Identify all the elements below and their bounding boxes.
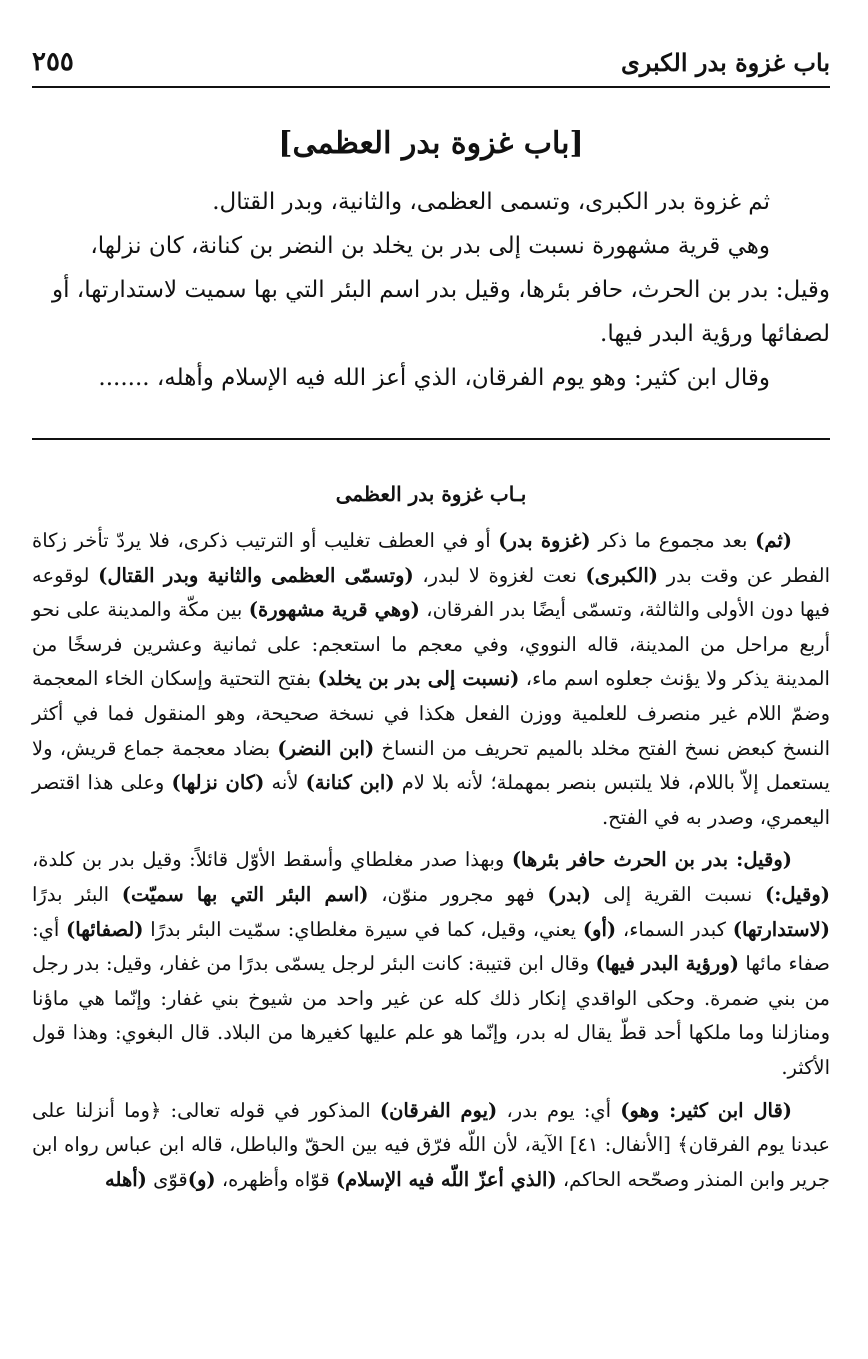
quoted-lemma: (نسبت إلى بدر بن يخلد)	[317, 667, 520, 691]
commentary	[32, 476, 830, 1205]
quoted-lemma: (لاستدارتها)	[732, 917, 830, 941]
quoted-lemma: (لصفائها)	[66, 917, 144, 941]
running-title: باب غزوة بدر الكبرى	[621, 47, 830, 77]
quoted-lemma: (ابن النضر)	[277, 736, 375, 760]
commentary-text: بفتح التحتية وإسكان الخاء المعجمة وضمّ اللام غير منصرف للعلمية ووزن الفعل هكذا في نسخة صحيحة، وهو المنقول فما في أكثر النسخ كبعض نسخ الفتح مخلد بالميم تحريف من النساخ	[32, 667, 831, 760]
footnote-separator-rule	[32, 438, 830, 440]
commentary-text: وقال ابن قتيبة: كانت البئر لرجل يسمّى بدرًا من غفار، وقيل: بدر رجل من بني ضمرة. وحكى الواقدي إنكار ذلك كله عن غير واحد من شيوخ بني غفار: وإنّما هي ماؤنا ومنازلنا وما ملكها أحد قطّ يقال له بدر، وإنّما هو علم عليها كغيرها من البلاد. قال البغوي: وهذا قول الأكثر.	[32, 952, 830, 1079]
running-header	[32, 40, 830, 84]
commentary-text: وعلى هذا اقتصر اليعمري، وصدر به في الفتح.	[32, 771, 830, 829]
main-paragraph: ثم غزوة بدر الكبرى، وتسمى العظمى، والثانية، وبدر القتال.	[212, 189, 770, 215]
quoted-lemma: (وقيل:)	[764, 882, 831, 906]
commentary-text: نسبت القرية إلى	[590, 882, 765, 906]
commentary-text: وبهذا صدر مغلطاي وأسقط الأوّل قائلاً: وقيل بدر بن كلدة،	[32, 848, 512, 872]
quoted-lemma: (وقيل: بدر بن الحرث حافر بئرها)	[511, 848, 792, 872]
commentary-text: المذكور في قوله تعالى:	[161, 1098, 380, 1122]
commentary-paragraph	[32, 843, 830, 1085]
commentary-text: كبدر السماء،	[616, 917, 733, 941]
quoted-lemma: (و)	[187, 1167, 216, 1191]
quoted-lemma: (الكبرى)	[585, 563, 659, 587]
chapter-title: [باب غزوة بدر العظمى]	[278, 126, 584, 161]
quoted-lemma: (وتسمّى العظمى والثانية وبدر القتال)	[98, 563, 414, 587]
quoted-lemma: (قال ابن كثير: وهو)	[620, 1098, 793, 1122]
commentary-text: يعني، وقيل، كما في سيرة مغلطاي: سمّيت البئر بدرًا	[143, 917, 583, 941]
quoted-lemma: (الذي أعزّ اللّه فيه الإسلام)	[335, 1167, 557, 1191]
quoted-lemma: (وهي قرية مشهورة)	[248, 598, 420, 622]
commentary-text: بضاد معجمة جماع قريش، ولا يستعمل إلاّ باللام، فلا يلتبس بنصر بمهملة؛ لأنه بلا لام	[32, 736, 830, 795]
commentary-text: أي: صفاء مائها	[32, 917, 830, 976]
quoted-lemma: (ابن كنانة)	[305, 771, 395, 795]
commentary-text: قوّاه وأظهره،	[215, 1167, 336, 1191]
commentary-text: فهو مجرور منوّن،	[368, 882, 548, 906]
quoted-lemma: (ثم)	[755, 529, 792, 552]
commentary-text: لوقوعه فيها دون الأولى والثالثة، وتسمّى أيضًا بدر الفرقان،	[32, 563, 830, 622]
quran-quote: ﴿وما أنزلنا على عبدنا يوم الفرقان﴾	[32, 1098, 830, 1157]
quoted-lemma: (بدر)	[547, 882, 591, 906]
header-rule	[32, 86, 830, 88]
commentary-paragraph	[32, 524, 830, 835]
commentary-text: بعد مجموع ما ذكر	[590, 529, 756, 552]
commentary-text: أو في العطف تغليب أو الترتيب ذكرى، فلا يردّ تأخر زكاة الفطر عن وقت بدر	[32, 529, 831, 587]
quoted-lemma: (أهله	[105, 1167, 147, 1191]
quoted-lemma: (اسم البئر التي بها سميّت)	[121, 882, 369, 906]
commentary-text: [الأنفال: ٤١] الآية، لأن اللّه فرّق فيه بين الحقّ والباطل، قاله ابن عباس رواه ابن جرير وابن المنذر وصحّحه الحاكم،	[32, 1133, 830, 1191]
commentary-text: بين مكّة والمدينة على نحو أربع مراحل من المدينة، قاله النووي، وفي معجم ما استعجم: على ثمانية وعشرين فرسخًا من المدينة يذكر ولا يؤنث جعلوه اسم ماء،	[32, 598, 830, 691]
commentary-text: لأنه	[264, 771, 306, 795]
quoted-lemma: (أو)	[582, 917, 617, 941]
main-paragraph: وقال ابن كثير: وهو يوم الفرقان، الذي أعز الله فيه الإسلام وأهله، .......	[98, 365, 770, 391]
quoted-lemma: (يوم الفرقان)	[379, 1098, 498, 1122]
quoted-lemma: (غزوة بدر)	[498, 529, 591, 552]
commentary-text: نعت لغزوة لا لبدر،	[413, 563, 586, 587]
quoted-lemma: (ورؤية البدر فيها)	[595, 952, 739, 976]
commentary-heading: بـاب غزوة بدر العظمى	[335, 482, 527, 506]
commentary-text: قوّى	[146, 1167, 188, 1191]
main-paragraph: وهي قرية مشهورة نسبت إلى بدر بن يخلد بن النضر بن كنانة، كان نزلها، وقيل: بدر بن الحرث، حافر بئرها، وقيل بدر اسم البئر التي بها سميت لاستدارتها، أو لصفائها ورؤية البدر فيها.	[52, 233, 830, 347]
commentary-text: أي: يوم بدر،	[497, 1098, 621, 1122]
quoted-lemma: (كان نزلها)	[171, 771, 265, 795]
commentary-paragraph	[32, 1094, 830, 1198]
commentary-text: البئر بدرًا	[32, 882, 122, 906]
main-text	[32, 118, 830, 400]
page-number: ٢٥٥	[32, 47, 74, 77]
